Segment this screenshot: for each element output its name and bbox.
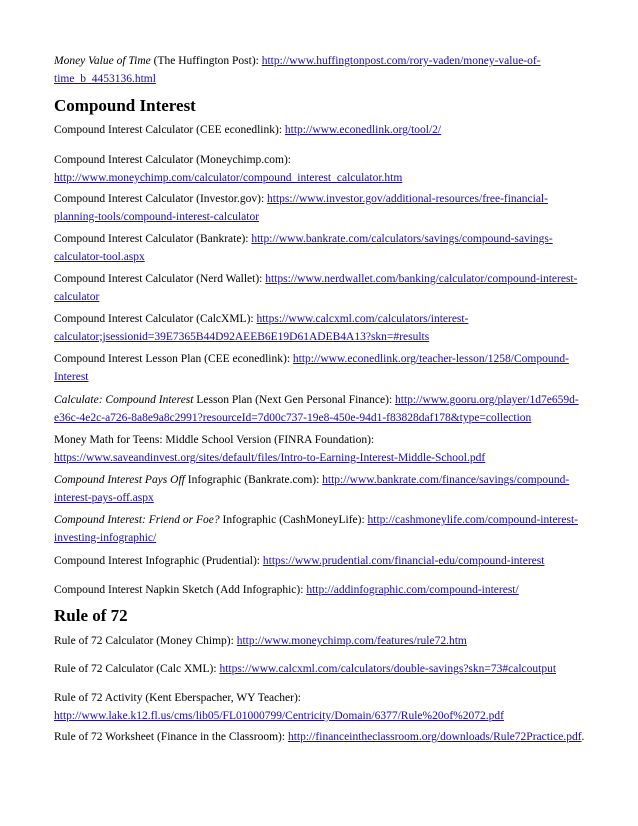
list-item (54, 511, 599, 547)
list-item (54, 350, 599, 386)
item-link[interactable]: http://www.econedlink.org/teacher-lesson/1258/Compound- (292, 353, 569, 365)
item-link[interactable]: https://www.prudential.com/financial-edu/compound-interest (262, 555, 545, 567)
item-label: Infographic (CashMoneyLife): (219, 514, 368, 526)
list-item (54, 471, 599, 507)
intro-entry (54, 52, 599, 88)
item-link[interactable]: http://addinfographic.com/compound-interest/ (306, 584, 519, 596)
item-tail: . (581, 731, 585, 743)
item-label: Compound Interest Infographic (Prudential): (54, 555, 263, 567)
list-item (54, 121, 599, 139)
item-link[interactable]: http://cashmoneylife.com/compound-interest- (367, 514, 578, 526)
item-label: Money Math for Teens: Middle School Version (FINRA Foundation): (54, 434, 375, 446)
list-item (54, 689, 599, 725)
item-link[interactable]: http://www.lake.k12.fl.us/cms/lib05/FL01000799/Centricity/Domain/6377/Rule%20of%2072.pdf (54, 710, 504, 722)
list-item (54, 190, 599, 226)
item-label: Rule of 72 Worksheet (Finance in the Classroom): (54, 731, 288, 743)
list-item (54, 270, 599, 306)
item-link[interactable]: http://www.gooru.org/player/1d7e659d- (395, 394, 579, 406)
item-link[interactable]: https://www.calcxml.com/calculators/double-savings?skn=73#calcoutput (219, 663, 557, 675)
item-label: Compound Interest Calculator (CEE econedlink): (54, 124, 285, 136)
item-link-cont[interactable]: planning-tools/compound-interest-calculator (54, 211, 260, 223)
item-link[interactable]: http://www.bankrate.com/finance/savings/compound- (322, 474, 570, 486)
item-link-cont[interactable]: investing-infographic/ (54, 532, 157, 544)
item-link[interactable]: http://www.moneychimp.com/features/rule72.htm (236, 635, 467, 647)
item-title: Compound Interest: Friend or Foe? (54, 514, 220, 526)
item-link-cont[interactable]: calculator (54, 291, 100, 303)
item-link[interactable]: https://www.calcxml.com/calculators/interest- (256, 313, 469, 325)
list-item (54, 660, 599, 678)
item-label: Compound Interest Calculator (Nerd Wallet): (54, 273, 266, 285)
item-label: Lesson Plan (Next Gen Personal Finance): (193, 394, 396, 406)
list-item (54, 632, 599, 650)
list-item (54, 552, 599, 570)
item-link[interactable]: https://www.investor.gov/additional-resources/free-financial- (267, 193, 548, 205)
item-title: Calculate: Compound Interest (54, 394, 194, 406)
list-item (54, 728, 599, 746)
item-link[interactable]: http://financeintheclassroom.org/downloads/Rule72Practice.pdf (287, 731, 582, 743)
item-link-cont[interactable]: e36c-4e2c-a726-8a8e9a8c2991?resourceId=7d00c737-19e8-450e-94d1-f83828daf178&type=collection (54, 412, 532, 424)
intro-title: Money Value of Time (54, 55, 151, 67)
item-link-cont[interactable]: calculator;jsessionid=39E7365B44D92AEEB6E19D61ADEB4A13?skn=#results (54, 331, 430, 343)
item-label: Rule of 72 Calculator (Money Chimp): (54, 635, 237, 647)
list-item (54, 230, 599, 266)
section-heading-rule-of-72: Rule of 72 (54, 606, 128, 625)
item-link[interactable]: https://www.saveandinvest.org/sites/default/files/Intro-to-Earning-Interest-Middle-School.pdf (54, 452, 486, 464)
section-heading-compound-interest: Compound Interest (54, 96, 196, 115)
item-title: Compound Interest Pays Off (54, 474, 185, 486)
list-item (54, 581, 599, 599)
item-link-cont[interactable]: Interest (54, 371, 89, 383)
list-item (54, 151, 599, 187)
item-link-cont[interactable]: calculator-tool.aspx (54, 251, 145, 263)
item-link[interactable]: http://www.econedlink.org/tool/2/ (284, 124, 442, 136)
item-label: Compound Interest Lesson Plan (CEE econedlink): (54, 353, 293, 365)
item-label: Compound Interest Napkin Sketch (Add Infographic): (54, 584, 307, 596)
list-item (54, 391, 599, 427)
item-label: Rule of 72 Calculator (Calc XML): (54, 663, 220, 675)
item-label: Compound Interest Calculator (Investor.gov): (54, 193, 268, 205)
item-link-cont[interactable]: interest-pays-off.aspx (54, 492, 154, 504)
intro-source: (The Huffington Post): (150, 55, 262, 67)
item-link[interactable]: http://www.moneychimp.com/calculator/compound_interest_calculator.htm (54, 172, 403, 184)
item-label: Compound Interest Calculator (Moneychimp.com): (54, 154, 291, 166)
item-label: Infographic (Bankrate.com): (184, 474, 323, 486)
intro-link-cont[interactable]: time_b_4453136.html (54, 73, 156, 85)
intro-link[interactable]: http://www.huffingtonpost.com/rory-vaden/money-value-of- (261, 55, 541, 67)
list-item (54, 310, 599, 346)
item-link[interactable]: https://www.nerdwallet.com/banking/calculator/compound-interest- (265, 273, 578, 285)
item-label: Compound Interest Calculator (CalcXML): (54, 313, 257, 325)
list-item (54, 431, 599, 467)
item-label: Compound Interest Calculator (Bankrate): (54, 233, 252, 245)
item-label: Rule of 72 Activity (Kent Eberspacher, WY Teacher): (54, 692, 301, 704)
item-link[interactable]: http://www.bankrate.com/calculators/savings/compound-savings- (251, 233, 553, 245)
